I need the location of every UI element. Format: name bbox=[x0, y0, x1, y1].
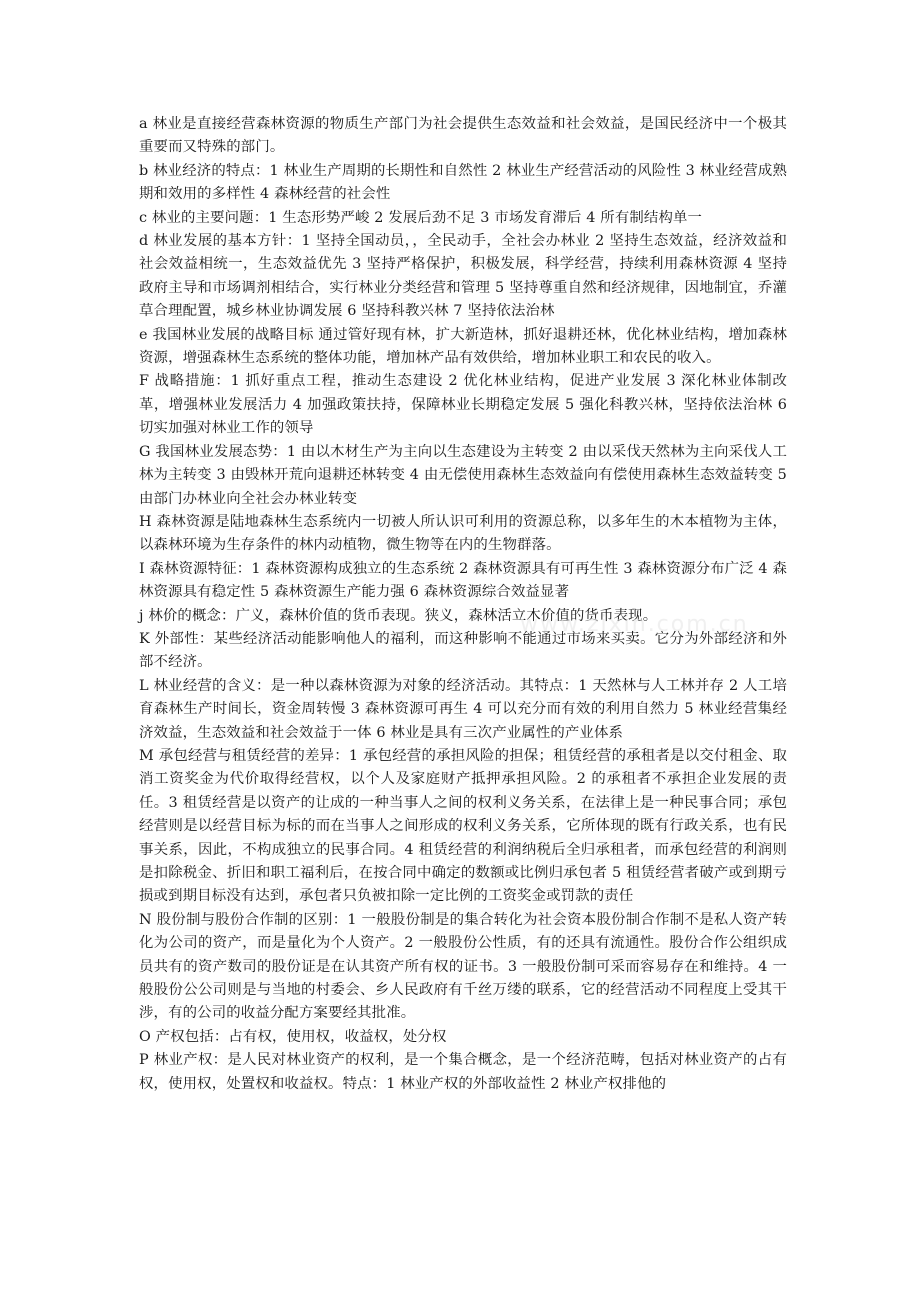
paragraph-i: I 森林资源特征：1 森林资源构成独立的生态系统 2 森林资源具有可再生性 3 森林资源分布广泛 4 森林资源具有稳定性 5 森林资源生产能力强 6 森林资源综合效益显著 bbox=[139, 560, 787, 601]
paragraph-b: b 林业经济的特点：1 林业生产周期的长期性和自然性 2 林业生产经营活动的风险性 3 林业经营成熟期和效用的多样性 4 森林经营的社会性 bbox=[139, 162, 787, 203]
paragraph-l: L 林业经营的含义：是一种以森林资源为对象的经济活动。其特点：1 天然林与人工林并存 2 人工培育森林生产时间长，资金周转慢 3 森林资源可再生 4 可以充分而有效的利用自然力 5 林业经营集经济效益，生态效益和社会效益于一体 6 林业是具有三次产业属性的产业体系 bbox=[139, 677, 787, 741]
paragraph-a: a 林业是直接经营森林资源的物质生产部门为社会提供生态效益和社会效益，是国民经济中一个极其重要而又特殊的部门。 bbox=[139, 116, 787, 156]
watermark-text: www.zixin.com.cn bbox=[520, 612, 749, 637]
paragraph-c: c 林业的主要问题：1 生态形势严峻 2 发展后劲不足 3 市场发育滞后 4 所有制结构单一 bbox=[139, 209, 703, 226]
paragraph-p: P 林业产权：是人民对林业资产的权利，是一个集合概念，是一个经济范畴，包括对林业资产的占有权，使用权，处置权和收益权。特点：1 林业产权的外部收益性 2 林业产权排他的 bbox=[139, 1052, 787, 1092]
paragraph-o: O 产权包括：占有权，使用权，收益权，处分权 bbox=[139, 1028, 447, 1045]
paragraph-h: H 森林资源是陆地森林生态系统内一切被人所认识可利用的资源总称，以多年生的木本植物为主体，以森林环境为生存条件的林内动植物，微生物等在内的生物群落。 bbox=[139, 513, 787, 554]
paragraph-n: N 股份制与股份合作制的区别：1 一般股份制是的集合转化为社会资本股份制合作制不是私人资产转化为公司的资产，而是量化为个人资产。2 一般股份公性质，有的还具有流通性。股份合作公组织成员共有的资产数司的股份证是在认其资产所有权的证书。3 一般股份制可采而容易存在和维持。4 一般股份公公司则是与当地的村委会、乡人民政府有千丝万缕的联系，它的经营活动不同程度上受其干涉，有的公司的收益分配方案要经其批准。 bbox=[139, 911, 787, 1022]
paragraph-m: M 承包经营与租赁经营的差异：1 承包经营的承担风险的担保；租赁经营的承租者是以交付租金、取消工资奖金为代价取得经营权，以个人及家庭财产抵押承担风险。2 的承租者不承担企业发展的责任。3 租赁经营是以资产的让成的一种当事人之间的权利义务关系，在法律上是一种民事合同；承包经营则是以经营目标为标的而在当事人之间形成的权利义务关系，它所体现的既有行政关系，也有民事关系，因此，不构成独立的民事合同。4 租赁经营的利润纳税后全归承租者，而承包经营的利润则是扣除税金、折旧和职工福利后，在按合同中确定的数额或比例归承包者 5 租赁经营者破产或到期亏损或到期目标没有达到，承包者只负被扣除一定比例的工资奖金或罚款的责任 bbox=[139, 747, 787, 905]
paragraph-g: G 我国林业发展态势：1 由以木材生产为主向以生态建设为主转变 2 由以采伐天然林为主向采伐人工林为主转变 3 由毁林开荒向退耕还林转变 4 由无偿使用森林生态效益向有偿使用森林生态效益转变 5 由部门办林业向全社会办林业转变 bbox=[139, 443, 787, 507]
paragraph-j: j 林价的概念：广义，森林价值的货币表现。狭义，森林活立木价值的货币表现。 bbox=[139, 607, 658, 624]
paragraph-k: K 外部性：某些经济活动能影响他人的福利，而这种影响不能通过市场来买卖。它分为外部经济和外部不经济。 bbox=[139, 630, 787, 671]
document-body bbox=[139, 113, 787, 1096]
paragraph-f: F 战略措施：1 抓好重点工程，推动生态建设 2 优化林业结构，促进产业发展 3 深化林业体制改革，增强林业发展活力 4 加强政策扶持，保障林业长期稳定发展 5 强化科教兴林，坚持依法治林 6 切实加强对林业工作的领导 bbox=[139, 373, 787, 437]
paragraph-d: d 林业发展的基本方针：1 坚持全国动员，，全民动手，全社会办林业 2 坚持生态效益，经济效益和社会效益相统一，生态效益优先 3 坚持严格保护，积极发展，科学经营，持续利用森林资源 4 坚持政府主导和市场调剂相结合，实行林业分类经营和管理 5 坚持尊重自然和经济规律，因地制宜，乔灌草合理配置，城乡林业协调发展 6 坚持科教兴林 7 坚持依法治林 bbox=[139, 233, 787, 320]
paragraph-e: e 我国林业发展的战略目标 通过管好现有林，扩大新造林，抓好退耕还林，优化林业结构，增加森林资源，增强森林生态系统的整体功能，增加林产品有效供给，增加林业职工和农民的收入。 bbox=[139, 326, 787, 367]
